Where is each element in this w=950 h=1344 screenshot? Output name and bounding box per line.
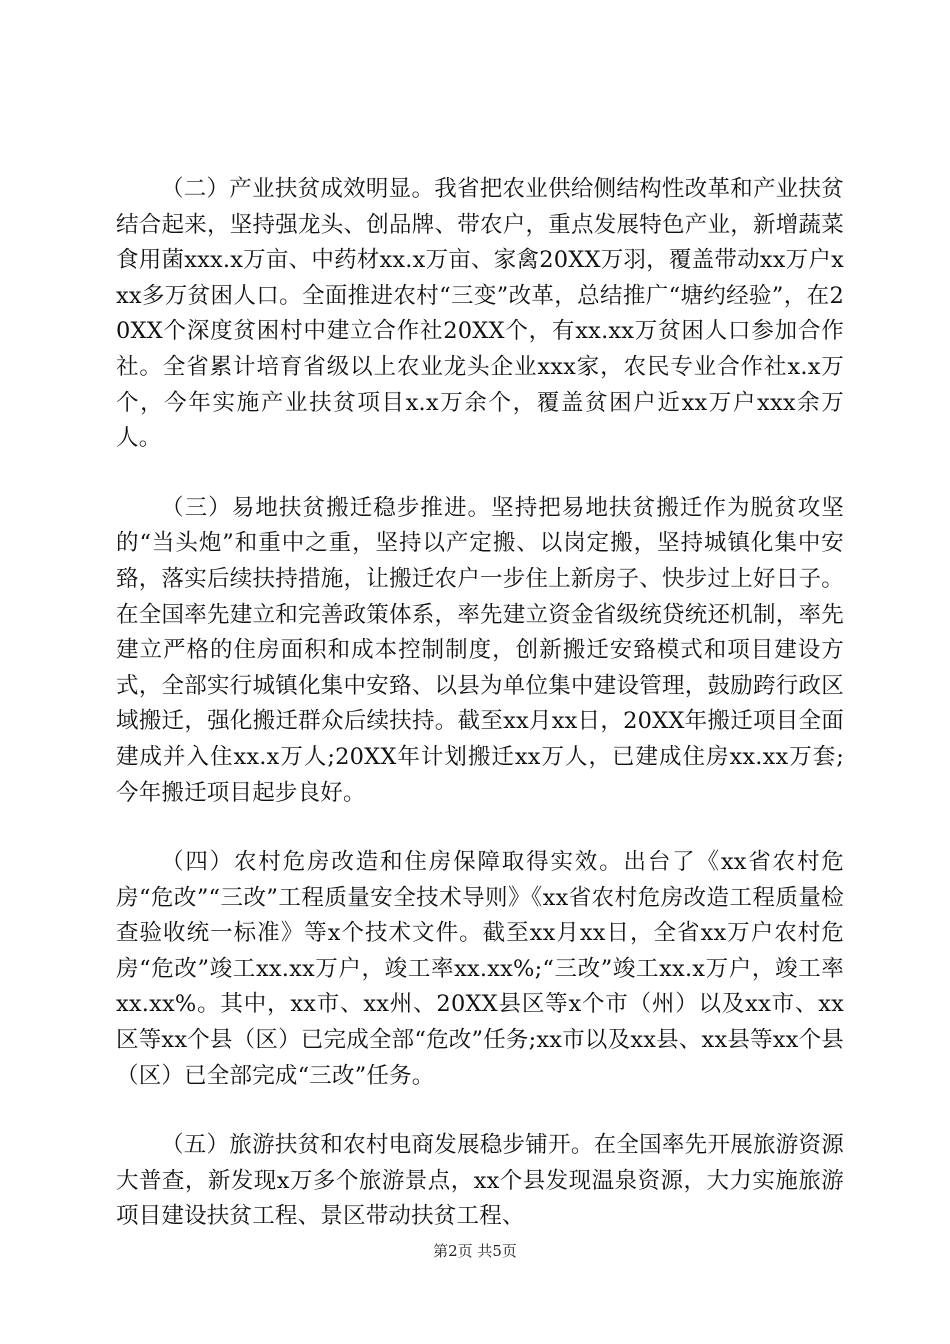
paragraph-relocation-poverty-alleviation: （三）易地扶贫搬迁稳步推进。坚持把易地扶贫搬迁作为脱贫攻坚的“当头炮”和重中之重，坚持以产定搬、以岗定搬，坚持城镇化集中安臵，落实后续扶持措施，让搬迁农户一步住上新房子、快步过上好日子。在全国率先建立和完善政策体系，率先建立资金省级统贷统还机制，率先建立严格的住房面积和成本控制制度，创新搬迁安臵模式和项目建设方式，全部实行城镇化集中安臵、以县为单位集中建设管理，鼓励跨行政区域搬迁，强化搬迁群众后续扶持。截至xx月xx日，20XX年搬迁项目全面建成并入住xx.x万人;20XX年计划搬迁xx万人，已建成住房xx.xx万套;今年搬迁项目起步良好。 (116, 494, 844, 806)
paragraph-tourism-ecommerce: （五）旅游扶贫和农村电商发展稳步铺开。在全国率先开展旅游资源大普查，新发现x万多个旅游景点，xx个县发现温泉资源，大力实施旅游项目建设扶贫工程、景区带动扶贫工程、 (116, 1132, 844, 1230)
page-number-footer: 第2页 共5页 (433, 1242, 517, 1260)
document-body (116, 172, 844, 1269)
paragraph-dilapidated-housing-renovation: （四）农村危房改造和住房保障取得实效。出台了《xx省农村危房“危改”“三改”工程质量安全技术导则》《xx省农村危房改造工程质量检查验收统一标准》等x个技术文件。截至xx月xx日，全省xx万户农村危房“危改”竣工xx.xx万户，竣工率xx.xx%;“三改”竣工xx.x万户，竣工率xx.xx%。其中，xx市、xx州、20XX县区等x个市（州）以及xx市、xx区等xx个县（区）已完成全部“危改”任务;xx市以及xx县、xx县等xx个县（区）已全部完成“三改”任务。 (116, 849, 844, 1089)
paragraph-industry-poverty-alleviation: （二）产业扶贫成效明显。我省把农业供给侧结构性改革和产业扶贫结合起来，坚持强龙头、创品牌、带农户，重点发展特色产业，新增蔬菜食用菌xxx.x万亩、中药材xx.x万亩、家禽20XX万羽，覆盖带动xx万户xxx多万贫困人口。全面推进农村“三变”改革，总结推广“塘约经验”，在20XX个深度贫困村中建立合作社20XX个，有xx.xx万贫困人口参加合作社。全省累计培育省级以上农业龙头企业xxx家，农民专业合作社x.x万个，今年实施产业扶贫项目x.x万余个，覆盖贫困户近xx万户xxx余万人。 (116, 176, 844, 452)
